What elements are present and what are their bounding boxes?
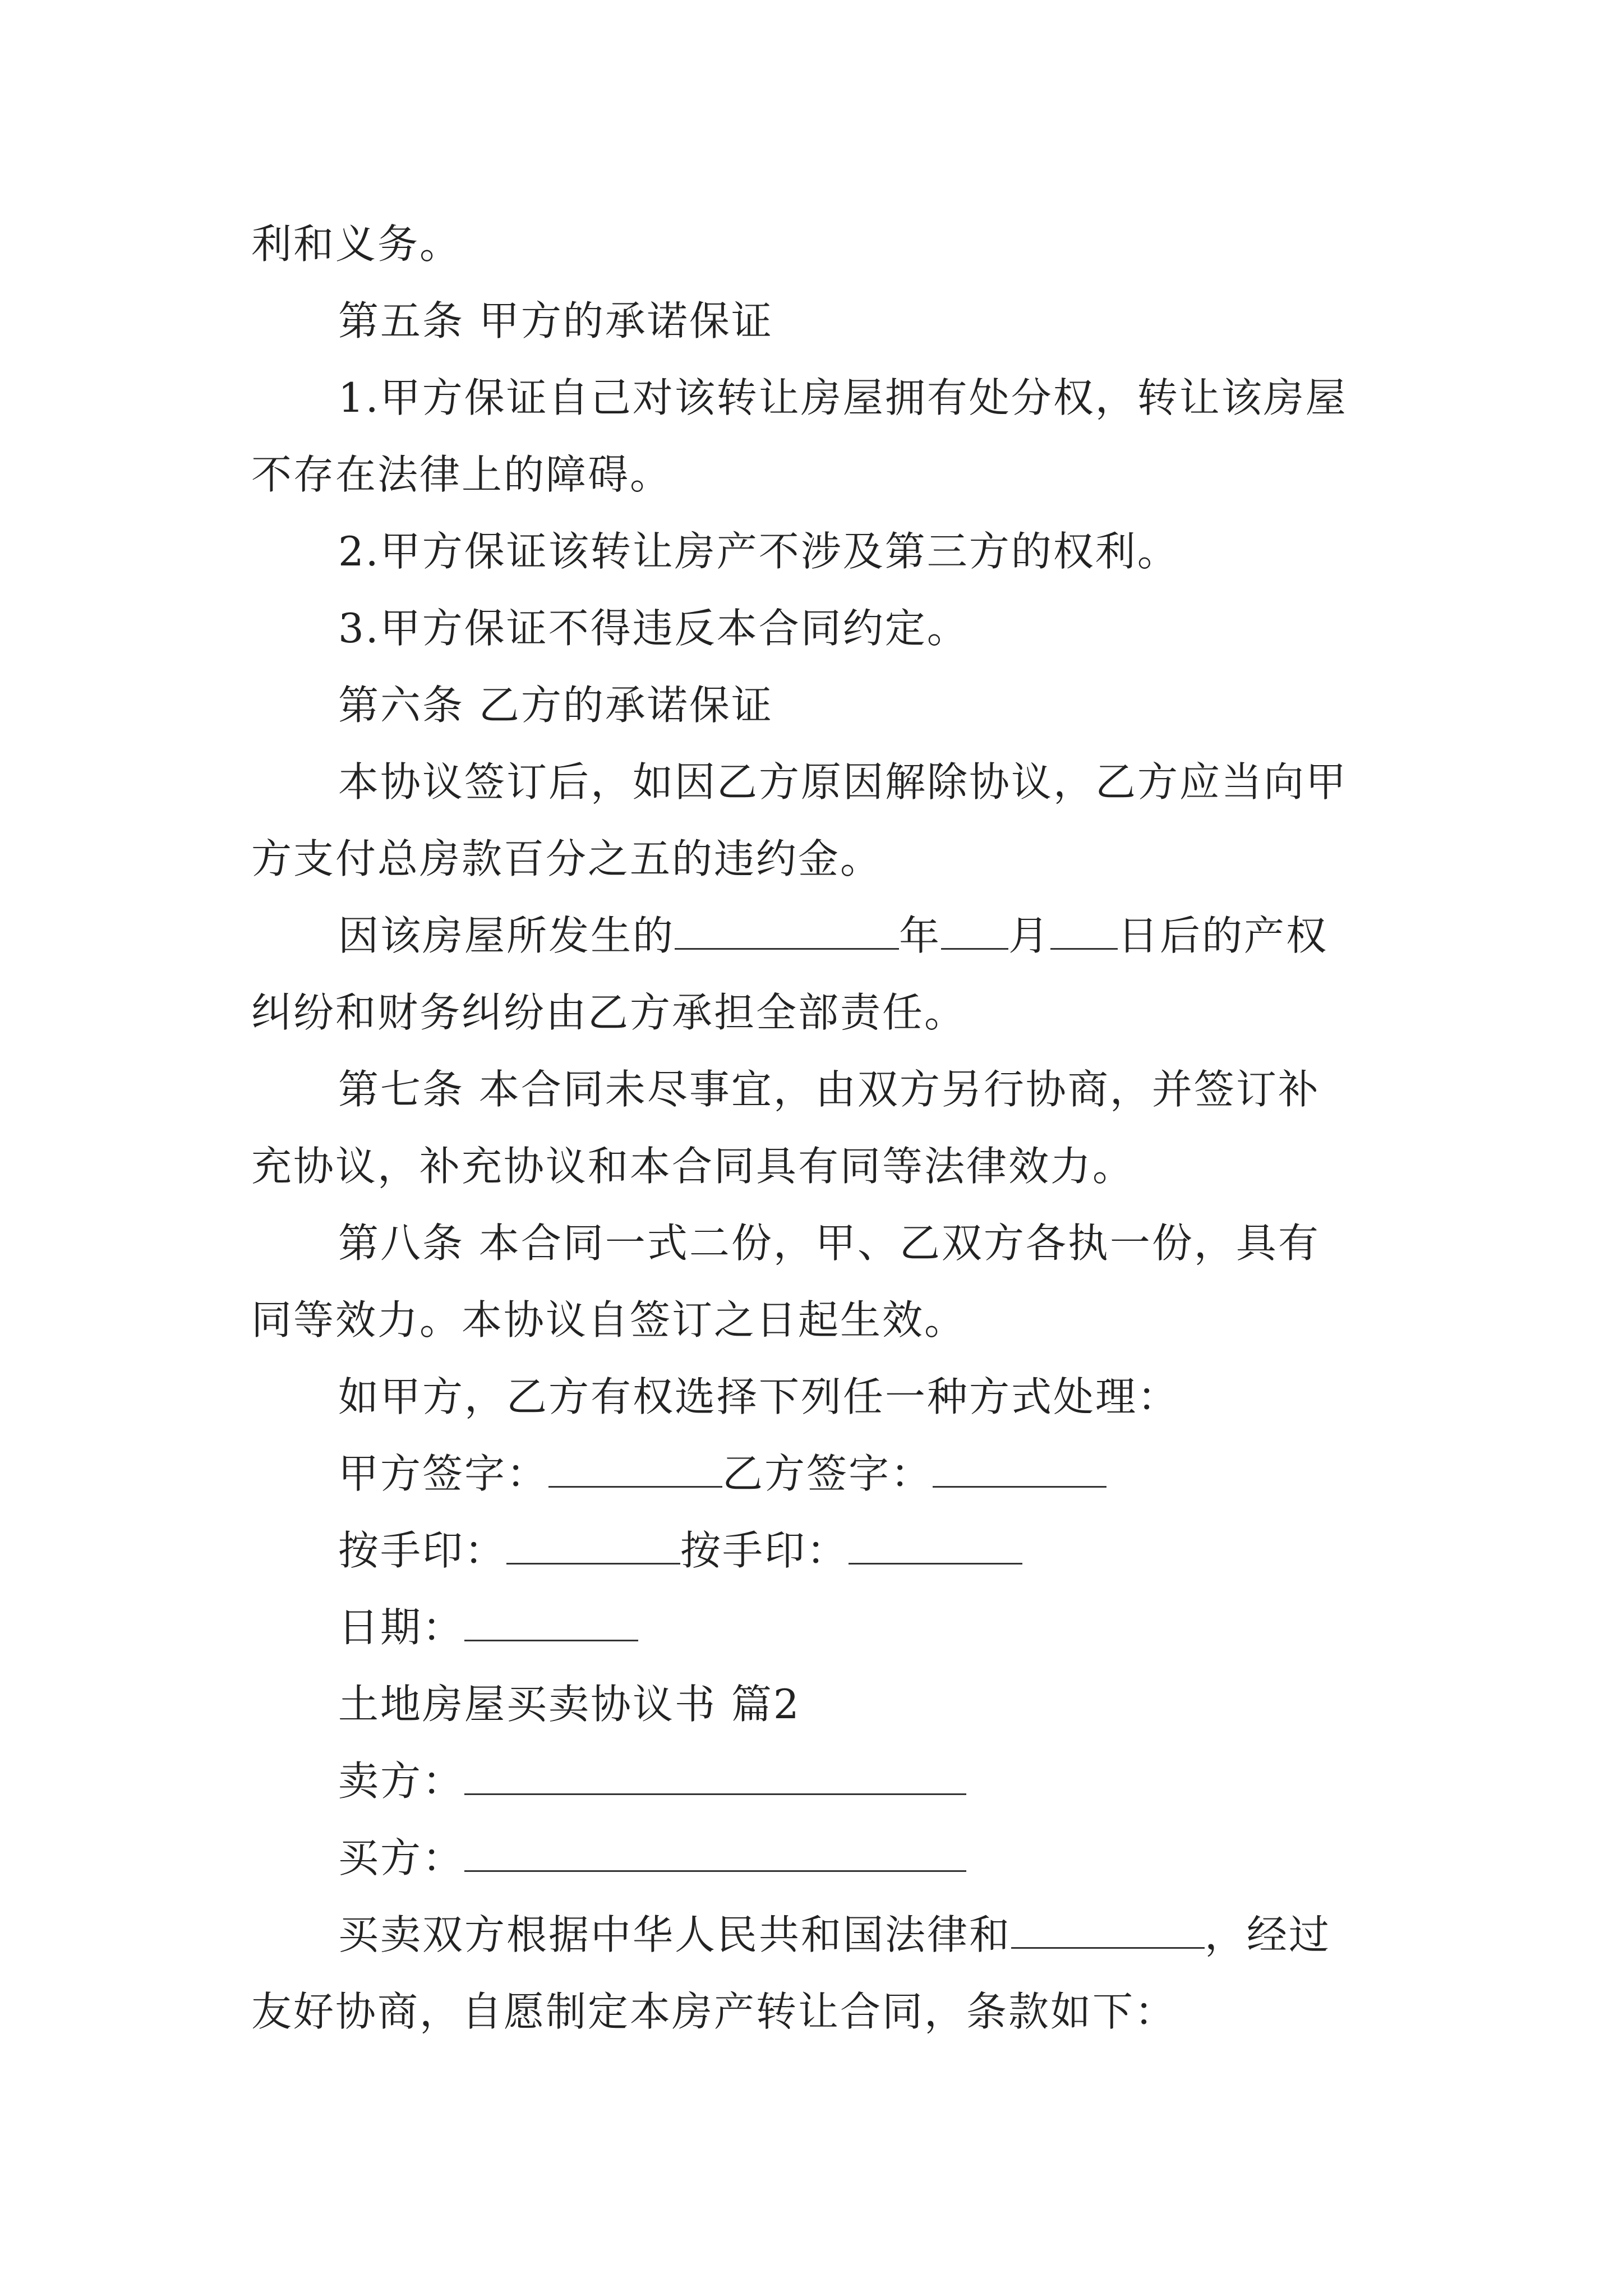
text-line: 利和义务。 — [251, 220, 462, 268]
text-line: 如甲方，乙方有权选择下列任一种方式处理： — [338, 1373, 1180, 1420]
date-label: 日期： — [338, 1604, 465, 1651]
buyer-label: 买方： — [338, 1834, 465, 1881]
text-line: 同等效力。本协议自签订之日起生效。 — [251, 1296, 967, 1343]
text-fragment: 买卖双方根据中华人民共和国法律和 — [338, 1911, 1012, 1958]
text-line: 2.甲方保证该转让房产不涉及第三方的权利。 — [338, 528, 1179, 575]
party-b-signature-blank — [933, 1451, 1106, 1488]
law-blank — [1011, 1912, 1205, 1949]
date-line — [338, 1599, 638, 1655]
fingerprint-label: 按手印： — [338, 1527, 507, 1574]
party-b-signature-label: 乙方签字： — [722, 1450, 933, 1497]
text-line-with-blank — [338, 1907, 1331, 1963]
text-line: 第八条 本合同一式二份，甲、乙双方各执一份，具有 — [338, 1220, 1320, 1267]
fingerprint-blank — [849, 1528, 1022, 1565]
article-heading: 第六条 乙方的承诺保证 — [338, 682, 773, 729]
text-line: 不存在法律上的障碍。 — [251, 451, 672, 498]
party-a-signature-blank — [548, 1451, 722, 1488]
seller-line — [338, 1753, 966, 1809]
text-fragment: ，经过 — [1205, 1911, 1331, 1958]
text-line: 友好协商，自愿制定本房产转让合同，条款如下： — [251, 1988, 1177, 2035]
text-line: 1.甲方保证自己对该转让房屋拥有处分权，转让该房屋 — [338, 374, 1348, 421]
buyer-blank — [464, 1835, 966, 1872]
text-fragment: 因该房屋所发生的 — [338, 912, 675, 959]
text-line: 3.甲方保证不得违反本合同约定。 — [338, 605, 969, 652]
fingerprint-label: 按手印： — [680, 1527, 849, 1574]
text-line: 第七条 本合同未尽事宜，由双方另行协商，并签订补 — [338, 1066, 1320, 1113]
date-blank-field — [675, 913, 899, 950]
text-line: 本协议签订后，如因乙方原因解除协议，乙方应当向甲 — [338, 758, 1348, 806]
text-fragment: 月 — [1008, 912, 1051, 959]
buyer-line — [338, 1830, 966, 1886]
text-fragment: 日后的产权 — [1118, 912, 1329, 959]
signature-line — [338, 1446, 1106, 1502]
seller-blank — [464, 1759, 966, 1795]
text-line: 充协议，补充协议和本合同具有同等法律效力。 — [251, 1143, 1135, 1190]
fingerprint-line — [338, 1522, 1022, 1579]
day-blank-field — [1050, 913, 1118, 950]
section-title: 土地房屋买卖协议书 篇2 — [338, 1681, 801, 1728]
seller-label: 卖方： — [338, 1757, 465, 1805]
text-line: 方支付总房款百分之五的违约金。 — [251, 835, 883, 882]
fingerprint-blank — [506, 1528, 680, 1565]
party-a-signature-label: 甲方签字： — [338, 1450, 549, 1497]
text-fragment: 年 — [899, 912, 942, 959]
text-line: 纠纷和财务纠纷由乙方承担全部责任。 — [251, 989, 967, 1036]
text-line-with-blanks — [338, 908, 1328, 964]
date-blank — [464, 1605, 638, 1641]
month-blank-field — [941, 913, 1008, 950]
article-heading: 第五条 甲方的承诺保证 — [338, 297, 773, 344]
